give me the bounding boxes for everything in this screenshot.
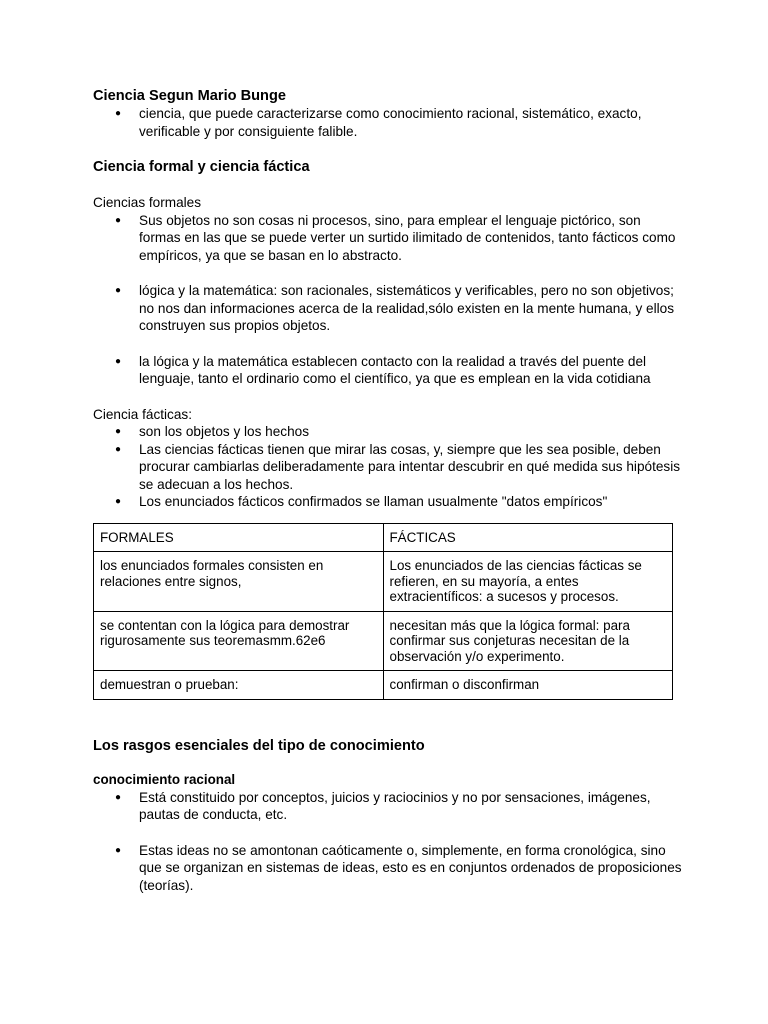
header-facticas: FÁCTICAS (383, 523, 673, 552)
list-item: ● Las ciencias fácticas tienen que mirar las cosas, y, siempre que les sea posible, deben procurar cambiarlas deliberadamente para intentar descubrir en qué medida sus hipótesis se adecuan a los hechos. (93, 441, 683, 494)
label-ciencias-formales: Ciencias formales (93, 195, 202, 210)
list-item: ● son los objetos y los hechos (93, 423, 683, 441)
table-cell: necesitan más que la lógica formal: para confirmar sus conjeturas necesitan de la observación y/o experimento. (383, 611, 673, 671)
table-row (94, 671, 673, 700)
table-cell: los enunciados formales consisten en relaciones entre signos, (94, 552, 384, 612)
facticas-list (93, 423, 683, 511)
bunge-list (93, 105, 683, 140)
list-item: ● Estas ideas no se amontonan caóticamente o, simplemente, en forma cronológica, sino que se organizan en sistemas de ideas, esto es en conjuntos ordenados de proposiciones (teorías). (93, 842, 683, 895)
heading-rasgos-esenciales: Los rasgos esenciales del tipo de conocimiento (93, 737, 425, 754)
table-header-row (94, 523, 673, 552)
subheading-conocimiento-racional: conocimiento racional (93, 771, 236, 787)
table-cell: se contentan con la lógica para demostrar rigurosamente sus teoremasmm.62e6 (94, 611, 384, 671)
heading-formal-factica: Ciencia formal y ciencia fáctica (93, 159, 310, 175)
list-item: ● lógica y la matemática: son racionales, sistemáticos y verificables, pero no son objetivos; no nos dan informaciones acerca de la realidad,sólo existen en la mente humana, y ellos construyen sus propios objetos. (93, 282, 683, 335)
table-row (94, 611, 673, 671)
list-item: ● ciencia, que puede caracterizarse como conocimiento racional, sistemático, exacto, verificable y por consiguiente falible. (93, 105, 683, 140)
list-item: ● Sus objetos no son cosas ni procesos, sino, para emplear el lenguaje pictórico, son formas en las que se puede verter un surtido ilimitado de contenidos, tanto fácticos como empíricos, ya que se basan en lo abstracto. (93, 212, 683, 265)
list-item: ● Está constituido por conceptos, juicios y raciocinios y no por sensaciones, imágenes, pautas de conducta, etc. (93, 789, 683, 824)
table-row (94, 552, 673, 612)
table-cell: confirman o disconfirman (383, 671, 673, 700)
comparison-table (93, 523, 673, 700)
document-page (93, 87, 683, 894)
list-item: ● la lógica y la matemática establecen contacto con la realidad a través del puente del lenguaje, tanto el ordinario como el científico, ya que es emplean en la vida cotidiana (93, 353, 683, 388)
table-cell: demuestran o prueban: (94, 671, 384, 700)
table-cell: Los enunciados de las ciencias fácticas se refieren, en su mayoría, a entes extracientíficos: a sucesos y procesos. (383, 552, 673, 612)
formales-list (93, 212, 683, 388)
racional-list (93, 789, 683, 895)
heading-ciencia-bunge: Ciencia Segun Mario Bunge (93, 88, 286, 104)
label-ciencia-facticas: Ciencia fácticas: (93, 406, 192, 422)
header-formales: FORMALES (94, 523, 384, 552)
list-item: ● Los enunciados fácticos confirmados se llaman usualmente "datos empíricos" (93, 493, 683, 511)
